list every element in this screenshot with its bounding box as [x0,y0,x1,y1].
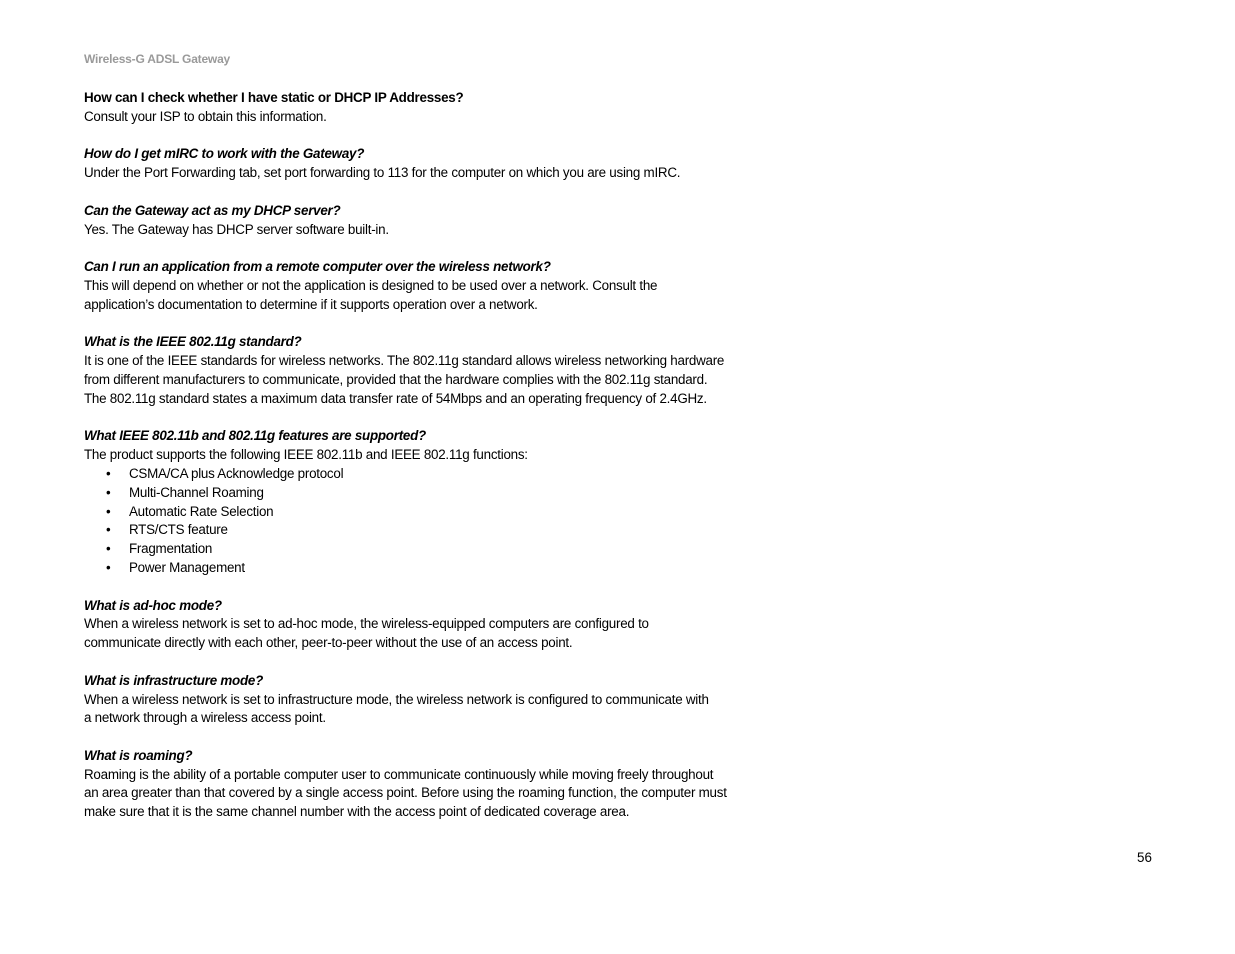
list-item [84,521,764,540]
faq-item-supported-features [84,427,764,577]
faq-item-infrastructure-mode [84,672,764,728]
faq-item-dhcp-server [84,202,764,240]
faq-item-static-dhcp [84,89,764,127]
bullet-icon: • [106,522,111,538]
faq-answer-line: The 802.11g standard states a maximum data transfer rate of 54Mbps and an operating frequency of 2.4GHz. [84,390,707,406]
faq-answer-line: communicate directly with each other, peer-to-peer without the use of an access point. [84,635,573,651]
bullet-icon: • [106,503,111,519]
faq-question: What IEEE 802.11b and 802.11g features are supported? [84,428,426,444]
bullet-icon: • [106,465,111,481]
bullet-icon: • [106,484,111,500]
faq-answer: Consult your ISP to obtain this information. [84,108,327,124]
faq-item-ad-hoc-mode [84,597,764,653]
list-item [84,559,764,578]
faq-item-remote-application [84,258,764,314]
faq-answer-line: from different manufacturers to communicate, provided that the hardware complies with the 802.11g standard. [84,371,708,387]
feature-label: Multi-Channel Roaming [129,484,264,500]
list-item [84,484,764,503]
page-header-title: Wireless-G ADSL Gateway [84,52,231,66]
faq-answer: Yes. The Gateway has DHCP server software built-in. [84,221,389,237]
faq-content [84,89,764,841]
faq-answer-line: Roaming is the ability of a portable computer user to communicate continuously while moving freely throughout [84,766,714,782]
feature-label: Automatic Rate Selection [129,503,274,519]
list-item [84,540,764,559]
faq-answer-line: make sure that it is the same channel number with the access point of dedicated coverage area. [84,804,630,820]
faq-answer-line: It is one of the IEEE standards for wireless networks. The 802.11g standard allows wireless networking hardware [84,353,725,369]
faq-question: What is ad-hoc mode? [84,597,222,613]
faq-question: Can the Gateway act as my DHCP server? [84,202,341,218]
faq-item-80211g-standard [84,333,764,408]
faq-answer: Under the Port Forwarding tab, set port forwarding to 113 for the computer on which you are using mIRC. [84,165,681,181]
list-item [84,465,764,484]
faq-item-roaming [84,747,764,822]
faq-question: What is roaming? [84,747,193,763]
faq-question: How do I get mIRC to work with the Gateway? [84,146,365,162]
list-item [84,503,764,522]
page-number: 56 [1137,850,1152,865]
faq-answer-line: This will depend on whether or not the application is designed to be used over a network. Consult the [84,277,658,293]
feature-label: RTS/CTS feature [129,522,228,538]
faq-question: How can I check whether I have static or DHCP IP Addresses? [84,90,464,105]
bullet-icon: • [106,541,111,557]
faq-answer-line: When a wireless network is set to infrastructure mode, the wireless network is configured to communicate with [84,691,709,707]
faq-question: What is the IEEE 802.11g standard? [84,334,302,350]
faq-question: Can I run an application from a remote computer over the wireless network? [84,259,551,275]
faq-question: What is infrastructure mode? [84,672,264,688]
faq-answer-line: When a wireless network is set to ad-hoc mode, the wireless-equipped computers are configured to [84,616,649,632]
feature-label: CSMA/CA plus Acknowledge protocol [129,465,344,481]
faq-answer-line: application’s documentation to determine if it supports operation over a network. [84,296,538,312]
bullet-icon: • [106,559,111,575]
feature-list [84,465,764,578]
feature-label: Power Management [129,559,245,575]
faq-answer-line: an area greater than that covered by a single access point. Before using the roaming function, the computer must [84,785,727,801]
feature-label: Fragmentation [129,541,213,557]
faq-answer: The product supports the following IEEE 802.11b and IEEE 802.11g functions: [84,447,528,463]
faq-answer-line: a network through a wireless access point. [84,710,326,726]
faq-item-mirc [84,145,764,183]
